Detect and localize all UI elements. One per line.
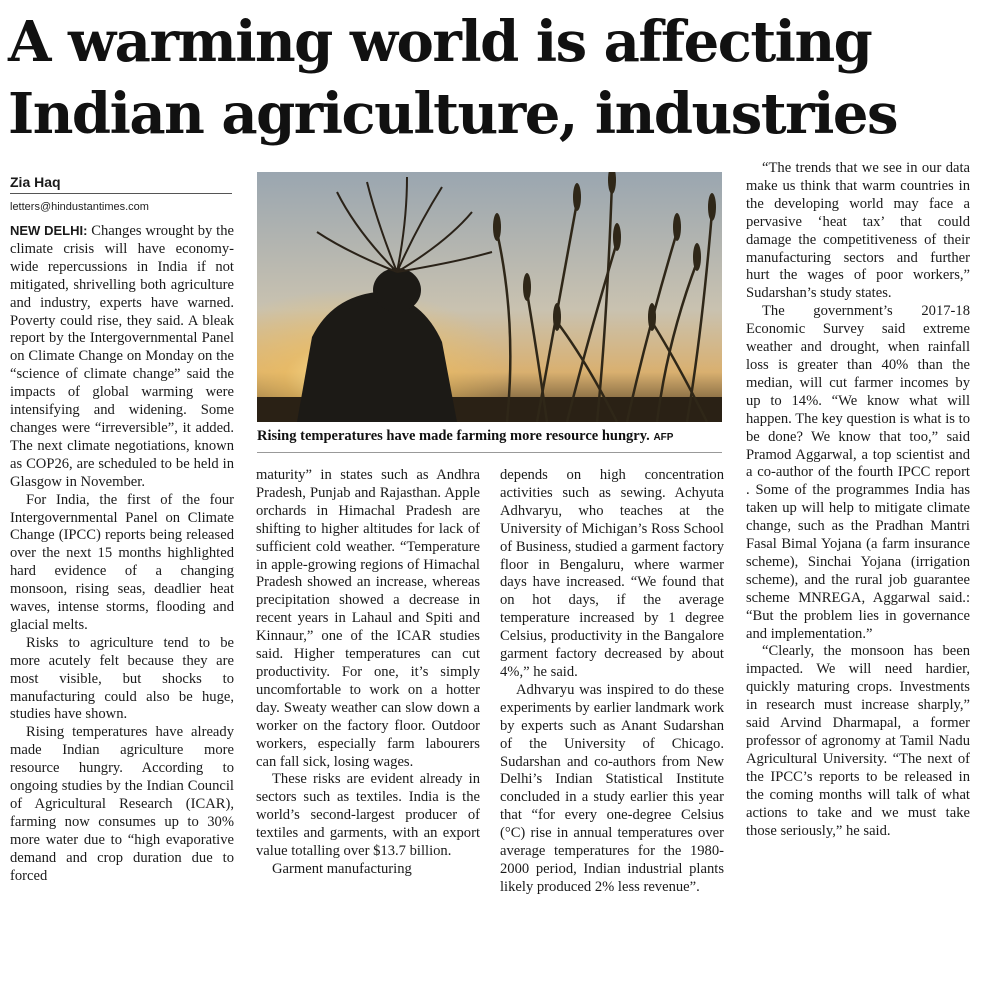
article-column-2 [256, 467, 480, 879]
paragraph: The government’s 2017-18 Economic Survey said extreme weather and drought, when rainfall loss is greater than 40% than the median, will cut farmer incomes by up to 14%. “We know what will happen. The key question is what is to be done? We know that too,” said Pramod Aggarwal, a top scientist and a co-author of the fourth IPCC report . Some of the programmes India has taken up will help to mitigate climate change, such as the Pradhan Mantri Fasal Bimal Yojana (a farm insurance scheme), Sinchai Yojana (irrigation scheme), and the rural job guarantee scheme MNREGA, Aggarwal said.: “But the problem lies in governance and implementation.” [746, 303, 970, 642]
article-column-4 [746, 160, 970, 840]
paragraph: NEW DELHI: Changes wrought by the climate crisis will have economy-wide repercussions in India if not mitigated, shrivelling both agriculture and industry, experts have warned. Poverty could rise, they said. A bleak report by the Intergovernmental Panel on Climate Change on Monday on the “science of climate change” said the impacts of global warming were intensifying and widening. Some changes were “irreversible”, it added. The next climate negotiations, known as COP26, are scheduled to be held in Glasgow in November. [10, 223, 234, 490]
dateline: NEW DELHI: [10, 223, 88, 238]
author-email: letters@hindustantimes.com [10, 201, 149, 213]
paragraph: “The trends that we see in our data make us think that warm countries in the developing world may face a pervasive ‘heat tax’ that could damage the competitiveness of their manufacturing sectors and further hurt the wages of poor workers,” Sudarshan’s study states. [746, 160, 970, 302]
paragraph: For India, the first of the four Intergovernmental Panel on Climate Change (IPCC) reports being released over the next 15 months highlighted hard evidence of a changing monsoon, rising seas, deadlier heat waves, intense storms, flooding and glacial melts. [10, 491, 234, 633]
paragraph: maturity” in states such as Andhra Pradesh, Punjab and Rajasthan. Apple orchards in Himachal Pradesh are shifting to higher altitudes for lack of sufficient cold weather. “Temperature in apple-growing regions of Himachal Pradesh showed an increase, whereas precipitation showed a decrease in recent years in Lahaul and Spiti and Kinnaur,” one of the ICAR studies said. Higher temperatures can cut productivity. For one, it’s simply uncomfortable to work on a hotter day. Sweaty weather can slow down a worker on the factory floor. Outdoor workers, especially farm labourers can fall sick, losing wages. [256, 467, 480, 770]
author-name: Zia Haq [10, 174, 232, 194]
farmer-wheat-image [257, 172, 722, 422]
paragraph: Garment manufacturing [272, 860, 412, 877]
paragraph: depends on high concentration activities such as sewing. Achyuta Adhvaryu, who teaches at the University of Michigan’s Ross School of Business, studied a garment factory floor in Bengaluru, where warmer days have increased. “We found that on hot days, if the average temperature increased by 1 degree Celsius, productivity in the Bangalore garment factory decreased by about 4%,” he said. [500, 467, 724, 680]
headline: A warming world is affecting Indian agriculture, industries [8, 9, 898, 147]
article-column-1 [10, 222, 234, 886]
paragraph: These risks are evident already in sectors such as textiles. India is the world’s second-largest producer of textiles and garments, with an export value totalling over $13.7 billion. [256, 771, 480, 860]
paragraph: Adhvaryu was inspired to do these experiments by earlier landmark work by experts such as Anant Sudarshan of the University of Chicago. Sudarshan and co-authors from New Delhi’s Indian Statistical Institute concluded in a study earlier this year that “for every one-degree Celsius (°C) rise in annual temperatures over average temperatures for the 1980-2000 period, Indian industrial plants likely produced 2% less revenue”. [500, 681, 724, 895]
article-column-3 [500, 467, 724, 897]
caption-divider [257, 452, 722, 453]
paragraph: Rising temperatures have already made Indian agriculture more resource hungry. According to ongoing studies by the Indian Council of Agricultural Research (ICAR), farming now consumes up to 30% more water due to “high evaporative demand and crop duration due to forced [10, 724, 234, 884]
paragraph: Risks to agriculture tend to be more acutely felt because they are most visible, but shocks to manufacturing could also be huge, studies have shown. [10, 634, 234, 723]
photo-credit: AFP [653, 432, 674, 443]
photo-caption [257, 428, 722, 445]
article-photo [257, 172, 722, 422]
paragraph: “Clearly, the monsoon has been impacted. We will need hardier, quickly maturing crops. Investments in research must increase sharply,” said Arvind Dharmapal, a former professor of agronomy at Tamil Nadu Agricultural University. “The next of the IPCC’s reports to be released in the coming months will talk of what actions to take and we must take those seriously,” he said. [746, 643, 970, 839]
caption-text: Rising temperatures have made farming more resource hungry. [257, 428, 650, 444]
